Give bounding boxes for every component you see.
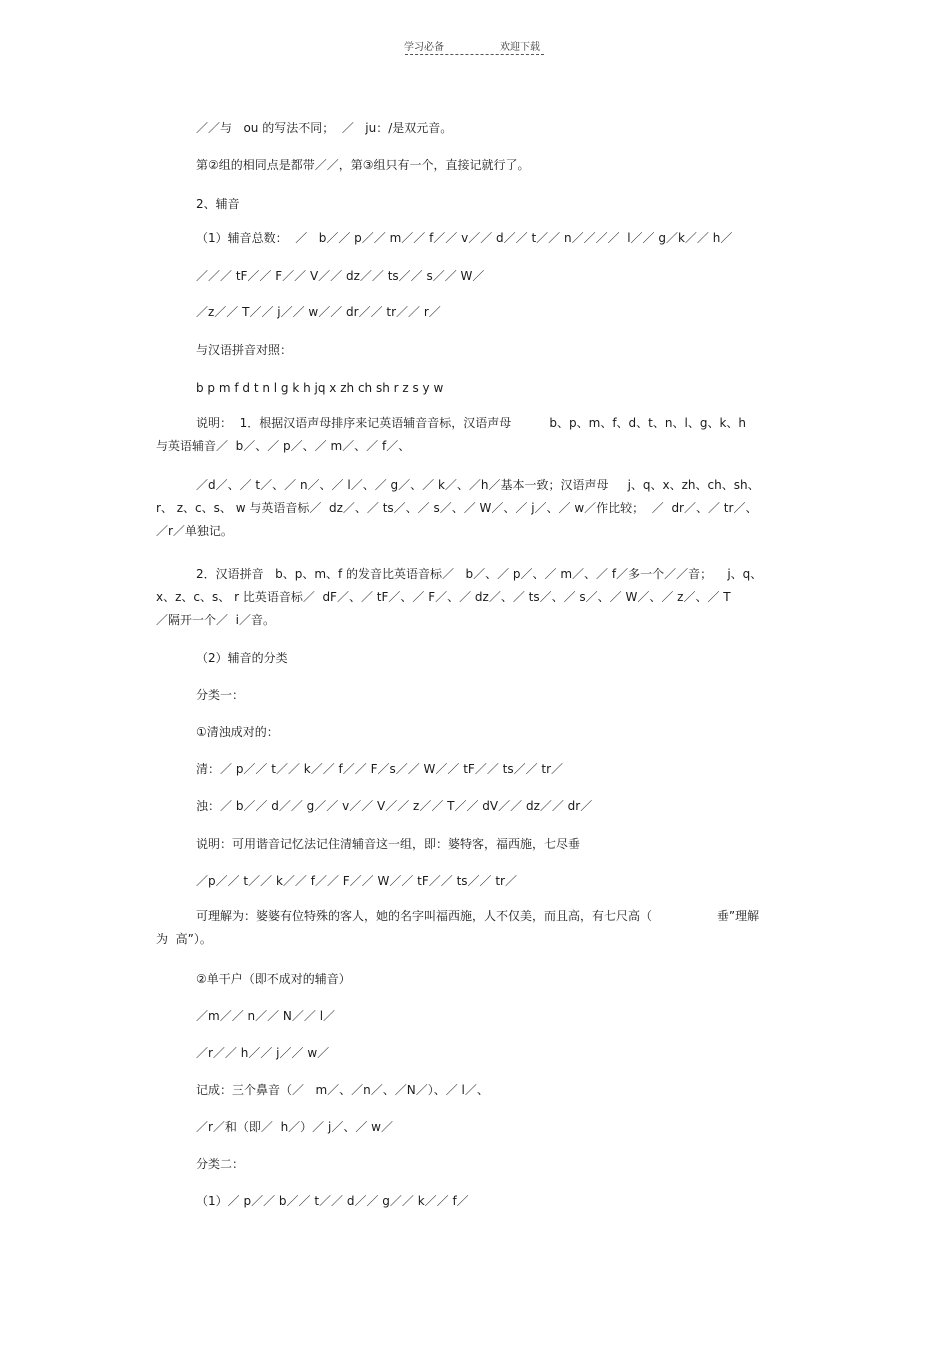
paragraph [156, 412, 796, 458]
text-line: ／r／／ h／／ j／／ w／ [196, 1046, 330, 1060]
paragraph-line: 为 高”）。 [156, 932, 212, 946]
text-line: （1）辅音总数： ／ b／／ p／／ m／／ f／／ v／／ d／／ t／／ n／／／／ l／／ g／k／／ h／ [196, 231, 733, 245]
paragraph-line: 2．汉语拼音 b、p、m、f 的发音比英语音标／ b／、／ p／、／ m／、／ f／多一个／／音； j、q、 [196, 567, 763, 581]
text-line: 浊：／ b／／ d／／ g／／ v／／ V／／ z／／ T／／ dV／／ dz／／ dr／ [196, 799, 593, 813]
text-line: 分类二： [196, 1157, 245, 1171]
paragraph-line: ／d／、／ t／、／ n／、／ l／、／ g／、／ k／、／h／基本一致；汉语声母 j、q、x、zh、ch、sh、 [196, 478, 760, 492]
paragraph [156, 905, 796, 951]
text-line: 第②组的相同点是都带／／，第③组只有一个，直接记就行了。 [196, 158, 530, 172]
paragraph-line: 可理解为：婆婆有位特殊的客人，她的名字叫福西施，人不仅美，而且高，有七尺高（ 垂”理解 [196, 909, 760, 923]
paragraph-line: 与英语辅音／ b／、／ p／、／ m／、／ f／、 [156, 439, 411, 453]
text-line: ／p／／ t／／ k／／ f／／ F／／ W／／ tF／／ ts／／ tr／ [196, 874, 517, 888]
text-line: ／／／ tF／／ F／／ V／／ dz／／ ts／／ s／／ W／ [196, 269, 485, 283]
paragraph-line: ／隔开一个／ i／音。 [156, 613, 275, 627]
text-line: （1）／ p／／ b／／ t／／ d／／ g／／ k／／ f／ [196, 1194, 469, 1208]
text-line: 清：／ p／／ t／／ k／／ f／／ F／s／／ W／／ tF／／ ts／／ tr／ [196, 762, 564, 776]
text-line: 说明：可用谐音记忆法记住清辅音这一组，即：婆特客，福西施，七尽垂 [196, 837, 581, 851]
text-line: ①清浊成对的： [196, 725, 279, 739]
text-line: 分类一： [196, 688, 245, 702]
page-header [0, 38, 950, 58]
text-line: ②单干户（即不成对的辅音） [196, 972, 351, 986]
paragraph [156, 474, 796, 543]
text-line: ／r／和（即／ h／）／ j／、／ w／ [196, 1120, 393, 1134]
header-divider [405, 54, 544, 55]
paragraph [156, 563, 796, 632]
paragraph-line: ／r／单独记。 [156, 524, 233, 538]
section-heading-consonants: 2、辅音 [196, 197, 240, 211]
header-right-text: 欢迎下载 [500, 42, 540, 53]
paragraph-line: x、z、c、s、 r 比英语音标／ dF／、／ tF／、／ F／、／ dz／、／ ts／、／ s／、／ W／、／ z／、／ T [156, 590, 731, 604]
text-line: 记成：三个鼻音（／ m／、／n／、／N／）、／ l／、 [196, 1083, 489, 1097]
paragraph-line: 说明： 1．根据汉语声母排序来记英语辅音音标，汉语声母 b、p、m、f、d、t、n、l、g、k、h [196, 416, 746, 430]
header-left-text: 学习必备 [404, 42, 444, 53]
text-line: b p m f d t n l g k h jq x zh ch sh r z s y w [196, 381, 444, 395]
text-line: ／m／／ n／／ N／／ l／ [196, 1009, 336, 1023]
paragraph-line: r、 z、c、s、 w 与英语音标／ dz／、／ ts／、／ s／、／ W／、／ j／、／ w／作比较； ／ dr／、／ tr／、 [156, 501, 758, 515]
text-line: ／z／／ T／／ j／／ w／／ dr／／ tr／／ r／ [196, 305, 441, 319]
section-heading-classification: （2）辅音的分类 [196, 651, 288, 665]
text-line: ／／与 ou 的写法不同； ／ ju：/是双元音。 [196, 121, 453, 135]
text-line: 与汉语拼音对照： [196, 343, 293, 357]
